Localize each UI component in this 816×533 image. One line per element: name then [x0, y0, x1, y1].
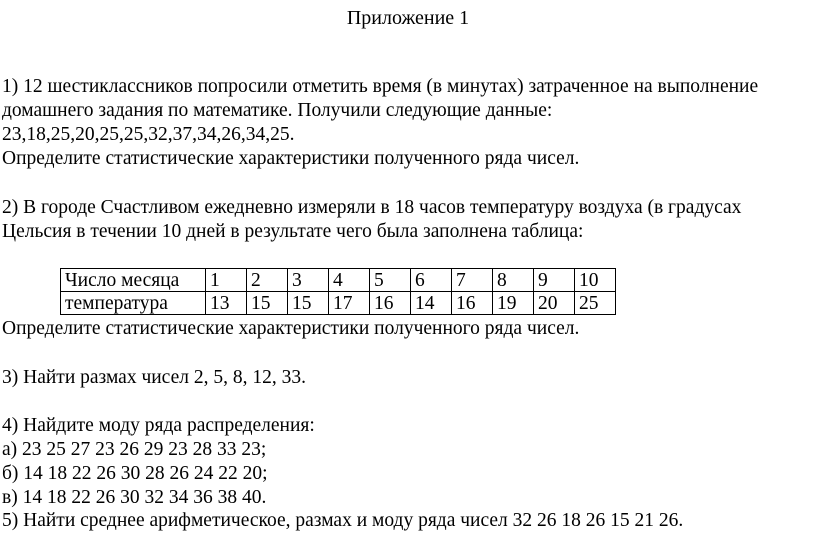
task2-question: Определите статистические характеристики полученного ряда чисел. — [2, 318, 580, 339]
table-cell: 25 — [575, 292, 616, 315]
task4-series-c: в) 14 18 22 26 30 32 34 36 38 40. — [2, 487, 267, 508]
table-cell: 20 — [534, 292, 575, 315]
page-title: Приложение 1 — [346, 7, 470, 29]
table-cell: 9 — [534, 269, 575, 292]
table-cell: 17 — [329, 292, 370, 315]
temperature-table — [60, 268, 616, 315]
task3-line1: 3) Найти размах чисел 2, 5, 8, 12, 33. — [2, 367, 306, 388]
table-cell: 14 — [411, 292, 452, 315]
task1-line1: 1) 12 шестиклассников попросили отметить время (в минутах) затраченное на выполнение — [2, 76, 759, 97]
task4-line1: 4) Найдите моду ряда распределения: — [2, 415, 315, 436]
task5-line1: 5) Найти среднее арифметическое, размах и моду ряда чисел 32 26 18 26 15 21 26. — [2, 510, 684, 531]
table-cell: 7 — [452, 269, 493, 292]
table-cell: 4 — [329, 269, 370, 292]
table-cell: 5 — [370, 269, 411, 292]
task2-line2: Цельсия в течении 10 дней в результате чего была заполнена таблица: — [2, 221, 584, 242]
table-cell: 13 — [206, 292, 247, 315]
task1-question: Определите статистические характеристики полученного ряда чисел. — [2, 148, 580, 169]
table-cell: 15 — [247, 292, 288, 315]
task1-line2: домашнего задания по математике. Получили следующие данные: — [2, 100, 553, 121]
task2-line1: 2) В городе Счастливом ежедневно измеряли в 18 часов температуру воздуха (в градусах — [2, 197, 742, 218]
table-cell: 16 — [370, 292, 411, 315]
table-cell: 8 — [493, 269, 534, 292]
table-cell-label: Число месяца — [61, 269, 206, 292]
task4-series-a: а) 23 25 27 23 26 29 23 28 33 23; — [2, 439, 267, 460]
table-cell: 16 — [452, 292, 493, 315]
table-cell: 15 — [288, 292, 329, 315]
task4-series-b: б) 14 18 22 26 30 28 26 24 22 20; — [2, 463, 268, 484]
table-cell: 19 — [493, 292, 534, 315]
task1-data: 23,18,25,20,25,25,32,37,34,26,34,25. — [2, 124, 295, 145]
table-cell: 6 — [411, 269, 452, 292]
table-row-days — [61, 269, 616, 292]
table-cell: 3 — [288, 269, 329, 292]
table-cell-label: температура — [61, 292, 206, 315]
table-cell: 1 — [206, 269, 247, 292]
table-cell: 2 — [247, 269, 288, 292]
table-cell: 10 — [575, 269, 616, 292]
table-row-temperature — [61, 292, 616, 315]
